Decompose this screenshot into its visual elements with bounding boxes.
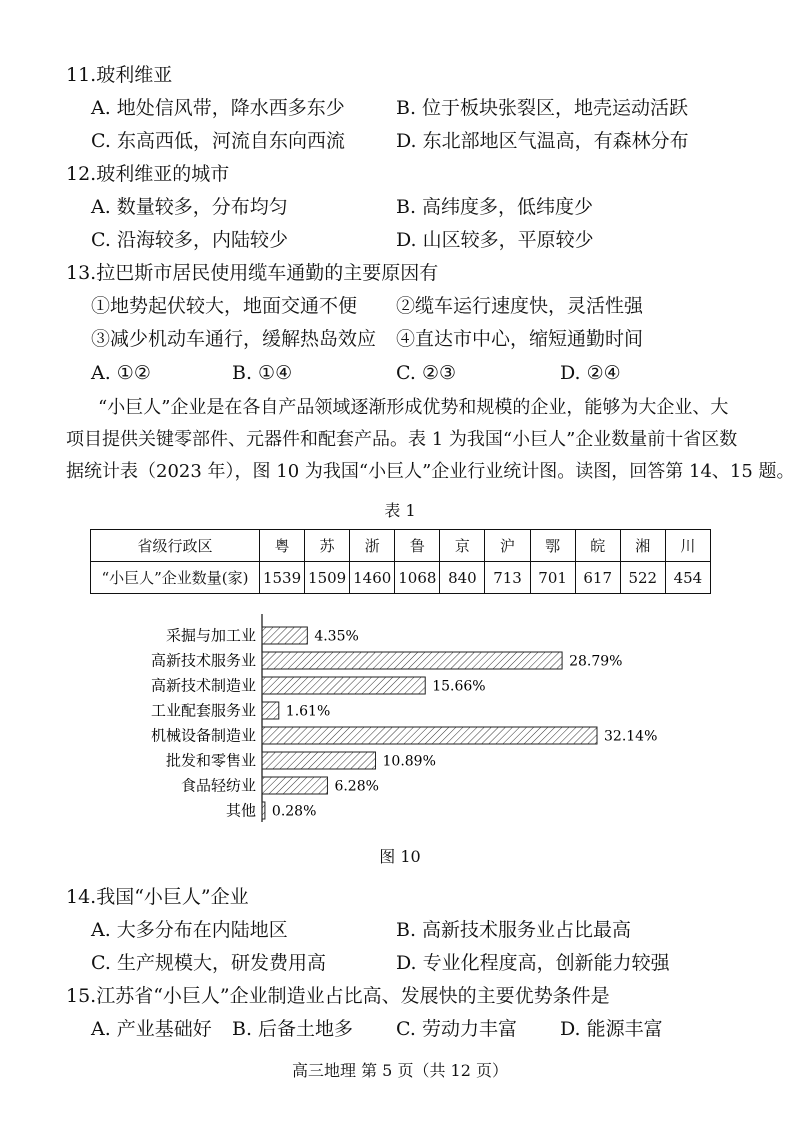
chart-value-label: 10.89% <box>382 753 436 770</box>
table1 <box>90 529 711 594</box>
table1-province: 鲁 <box>395 530 440 562</box>
q13-statement-3: ③减少机动车通行，缓解热岛效应 <box>91 328 377 350</box>
table1-count: 1539 <box>260 562 305 594</box>
q12-option-b: B. 高纬度多，低纬度少 <box>396 196 594 218</box>
intro-line-3: 据统计表（2023 年），图 10 为我国“小巨人”企业行业统计图。读图，回答第 14、15 题。 <box>66 461 795 482</box>
table1-count: 617 <box>575 562 620 594</box>
chart-bar <box>262 752 376 769</box>
chart-value-label: 4.35% <box>314 628 359 645</box>
q14-option-b: B. 高新技术服务业占比最高 <box>396 919 632 941</box>
q11-option-d: D. 东北部地区气温高，有森林分布 <box>396 130 689 152</box>
intro-line-2: 项目提供关键零部件、元器件和配套产品。表 1 为我国“小巨人”企业数量前十省区数 <box>66 429 738 450</box>
chart-value-label: 28.79% <box>569 653 623 670</box>
table1-province: 浙 <box>350 530 395 562</box>
table1-count: 840 <box>440 562 485 594</box>
q11-option-b: B. 位于板块张裂区，地壳运动活跃 <box>396 97 689 119</box>
chart-category-label: 食品轻纺业 <box>180 776 256 795</box>
table1-province: 鄂 <box>530 530 575 562</box>
q15-option-a: A. 产业基础好 <box>91 1018 212 1040</box>
table1-count: 1460 <box>350 562 395 594</box>
q14-option-d: D. 专业化程度高，创新能力较强 <box>396 952 670 974</box>
chart-value-label: 0.28% <box>271 803 317 820</box>
figure10-bar-chart <box>0 610 800 840</box>
q15-option-d: D. 能源丰富 <box>560 1018 663 1040</box>
chart-category-label: 批发和零售业 <box>165 751 256 770</box>
table1-province: 京 <box>440 530 485 562</box>
q13-option-d: D. ②④ <box>560 362 621 384</box>
chart-category-label: 高新技术制造业 <box>150 676 256 695</box>
table1-count-row <box>91 562 711 594</box>
chart-category-label: 高新技术服务业 <box>150 651 256 670</box>
table1-caption: 表 1 <box>384 501 416 520</box>
table1-count: 701 <box>530 562 575 594</box>
q11-option-a: A. 地处信风带，降水西多东少 <box>91 97 345 119</box>
chart-value-label: 15.66% <box>432 678 486 695</box>
table1-province: 湘 <box>620 530 665 562</box>
q13-option-a: A. ①② <box>91 362 151 384</box>
chart-bar <box>262 702 279 719</box>
q13-option-c: C. ②③ <box>396 362 457 384</box>
chart-category-label: 机械设备制造业 <box>150 726 256 745</box>
q11-stem: 11.玻利维亚 <box>66 64 173 86</box>
table1-province: 皖 <box>575 530 620 562</box>
q15-option-b: B. 后备土地多 <box>232 1018 354 1040</box>
table1-header-row <box>91 530 711 562</box>
table1-count: 454 <box>665 562 710 594</box>
chart-category-label: 采掘与加工业 <box>165 626 256 645</box>
q13-statement-2: ②缆车运行速度快，灵活性强 <box>396 295 644 317</box>
table1-count: 522 <box>620 562 665 594</box>
table1-count: 713 <box>485 562 530 594</box>
q13-option-b: B. ①④ <box>232 362 293 384</box>
table1-row-label: “小巨人”企业数量(家) <box>91 562 260 594</box>
q14-stem: 14.我国“小巨人”企业 <box>66 886 249 908</box>
q13-statement-4: ④直达市中心，缩短通勤时间 <box>396 328 644 350</box>
table1-count: 1509 <box>305 562 350 594</box>
chart-bar <box>262 627 307 644</box>
chart-category-label: 工业配套服务业 <box>150 701 256 720</box>
q11-option-c: C. 东高西低，河流自东向西流 <box>91 130 345 152</box>
q13-statement-1: ①地势起伏较大，地面交通不便 <box>91 295 358 317</box>
q15-option-c: C. 劳动力丰富 <box>396 1018 517 1040</box>
intro-line-1: “小巨人”企业是在各自产品领域逐渐形成优势和规模的企业，能够为大企业、大 <box>98 397 729 418</box>
q12-option-a: A. 数量较多，分布均匀 <box>91 196 288 218</box>
page-footer: 高三地理 第 5 页（共 12 页） <box>292 1061 508 1080</box>
chart-category-label: 其他 <box>225 801 256 820</box>
table1-header-label: 省级行政区 <box>91 530 260 562</box>
figure10-caption: 图 10 <box>379 847 421 866</box>
chart-value-label: 32.14% <box>604 728 658 745</box>
chart-bar <box>262 652 562 669</box>
q14-option-a: A. 大多分布在内陆地区 <box>91 919 288 941</box>
table1-province: 苏 <box>305 530 350 562</box>
chart-value-label: 6.28% <box>334 778 379 795</box>
q13-stem: 13.拉巴斯市居民使用缆车通勤的主要原因有 <box>66 262 439 284</box>
q12-option-c: C. 沿海较多，内陆较少 <box>91 229 288 251</box>
chart-bar <box>262 777 327 794</box>
chart-value-label: 1.61% <box>285 703 331 720</box>
q15-stem: 15.江苏省“小巨人”企业制造业占比高、发展快的主要优势条件是 <box>66 985 610 1007</box>
chart-bar <box>262 727 597 744</box>
chart-bar <box>262 677 425 694</box>
q14-option-c: C. 生产规模大，研发费用高 <box>91 952 326 974</box>
q12-option-d: D. 山区较多，平原较少 <box>396 229 594 251</box>
table1-province: 粤 <box>260 530 305 562</box>
q12-stem: 12.玻利维亚的城市 <box>66 163 230 185</box>
table1-count: 1068 <box>395 562 440 594</box>
table1-province: 川 <box>665 530 710 562</box>
table1-province: 沪 <box>485 530 530 562</box>
chart-bar <box>262 802 265 819</box>
